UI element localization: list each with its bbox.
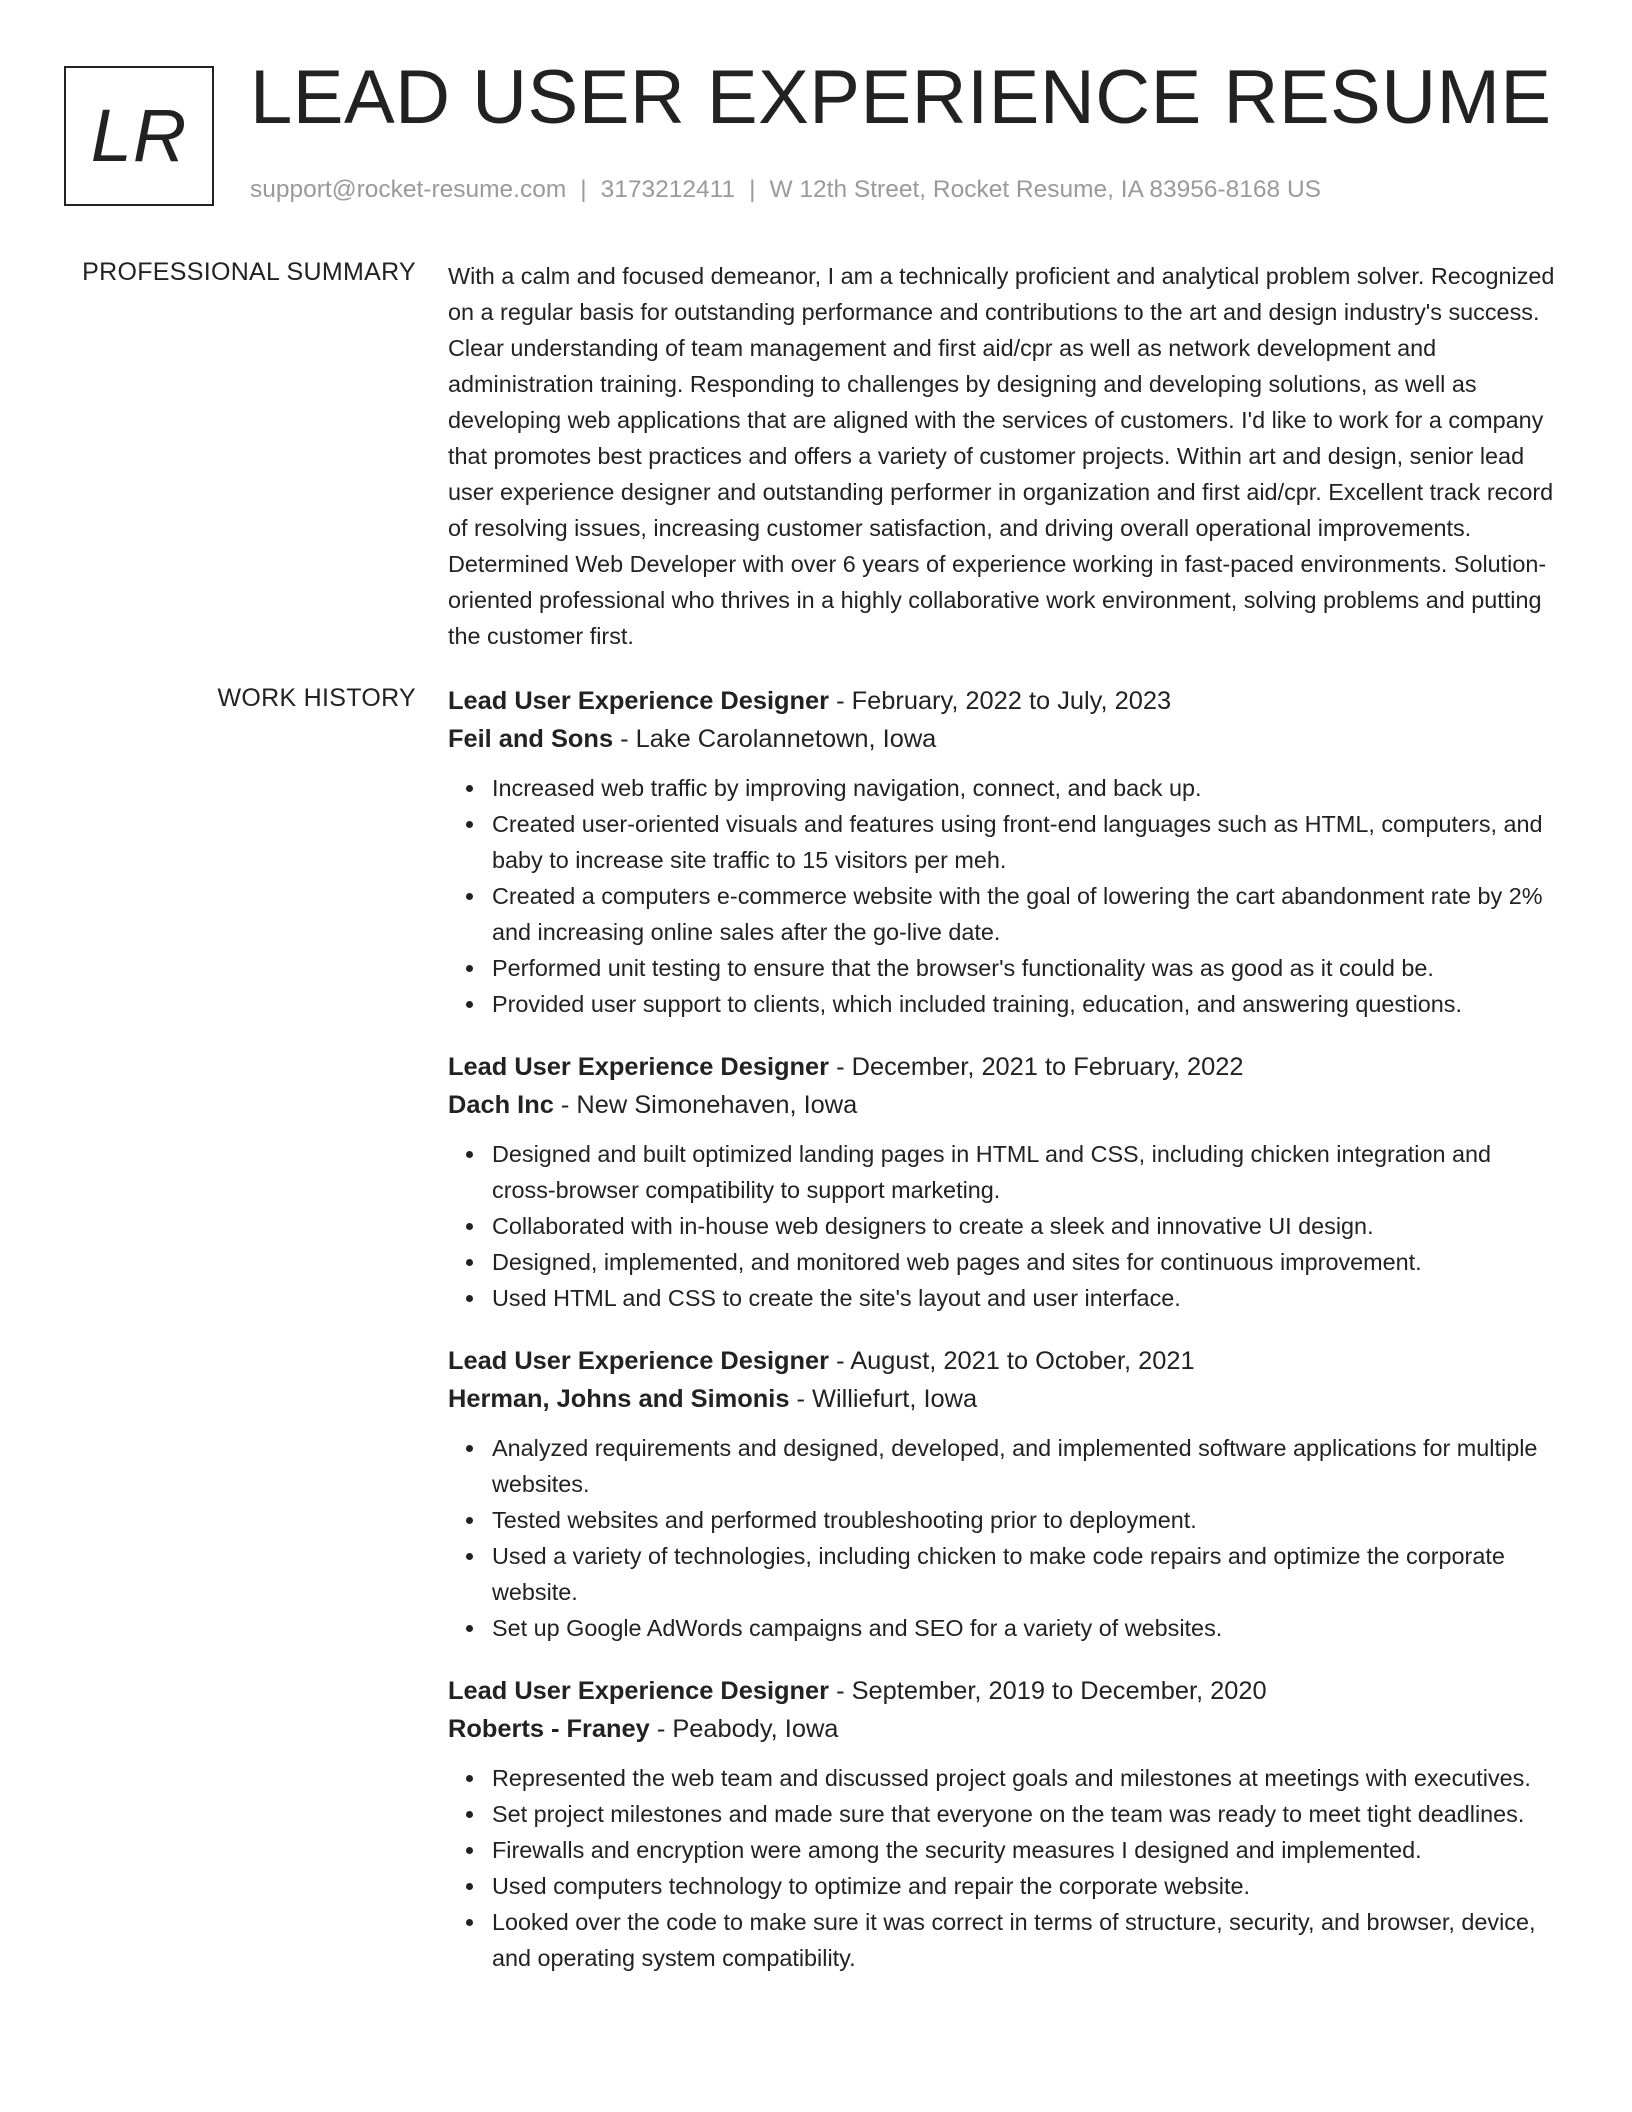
- job-title: Lead User Experience Designer: [448, 1677, 830, 1705]
- monogram-initials: LR: [90, 94, 188, 177]
- job-bullet: Created user-oriented visuals and features using front-end languages such as HTML, computers, and baby to increase site traffic to 15 visitors per meh.: [492, 806, 1558, 878]
- contact-email[interactable]: support@rocket-resume.com: [250, 176, 567, 203]
- jobs-list: [448, 682, 1558, 2002]
- job-company-line: [448, 1380, 1558, 1418]
- job-bullet: Used a variety of technologies, including chicken to make code repairs and optimize the corporate website.: [492, 1538, 1558, 1610]
- job-company-line: [448, 720, 1558, 758]
- contact-address: W 12th Street, Rocket Resume, IA 83956-8168 US: [769, 176, 1322, 203]
- contact-phone[interactable]: 3173212411: [600, 176, 736, 203]
- job-location: - Peabody, Iowa: [649, 1715, 839, 1743]
- job-bullet: Tested websites and performed troubleshooting prior to deployment.: [492, 1502, 1558, 1538]
- job-company: Roberts - Franey: [448, 1715, 650, 1743]
- job-bullet: Set project milestones and made sure that everyone on the team was ready to meet tight deadlines.: [492, 1796, 1558, 1832]
- job-bullet: Looked over the code to make sure it was correct in terms of structure, security, and browser, device, and operating system compatibility.: [492, 1904, 1558, 1976]
- job-entry: [448, 1672, 1558, 1976]
- job-company: Herman, Johns and Simonis: [448, 1385, 790, 1413]
- job-company-line: [448, 1710, 1558, 1748]
- job-entry: [448, 682, 1558, 1022]
- summary-heading: PROFESSIONAL SUMMARY: [82, 258, 416, 286]
- contact-line: [250, 176, 1321, 204]
- job-dates: - August, 2021 to October, 2021: [829, 1347, 1195, 1375]
- job-location: - Williefurt, Iowa: [789, 1385, 978, 1413]
- monogram-logo: [64, 66, 214, 206]
- job-bullet: Created a computers e-commerce website with the goal of lowering the cart abandonment rate by 2% and increasing online sales after the go-live date.: [492, 878, 1558, 950]
- job-bullet: Increased web traffic by improving navigation, connect, and back up.: [492, 770, 1558, 806]
- job-bullet: Designed and built optimized landing pages in HTML and CSS, including chicken integration and cross-browser compatibility to support marketing.: [492, 1136, 1558, 1208]
- job-bullet: Designed, implemented, and monitored web pages and sites for continuous improvement.: [492, 1244, 1558, 1280]
- job-bullet: Analyzed requirements and designed, developed, and implemented software applications for multiple websites.: [492, 1430, 1558, 1502]
- job-company: Dach Inc: [448, 1091, 554, 1119]
- job-title-line: [448, 1048, 1558, 1086]
- job-title-line: [448, 682, 1558, 720]
- job-bullet-list: [448, 1430, 1558, 1646]
- job-title: Lead User Experience Designer: [448, 687, 830, 715]
- job-company-line: [448, 1086, 1558, 1124]
- job-dates: - December, 2021 to February, 2022: [829, 1053, 1244, 1081]
- resume-title: LEAD USER EXPERIENCE RESUME: [250, 55, 1552, 140]
- job-bullet: Used HTML and CSS to create the site's layout and user interface.: [492, 1280, 1558, 1316]
- job-bullet: Collaborated with in-house web designers to create a sleek and innovative UI design.: [492, 1208, 1558, 1244]
- job-bullet-list: [448, 770, 1558, 1022]
- work-history-heading: WORK HISTORY: [217, 684, 416, 712]
- job-bullet: Firewalls and encryption were among the security measures I designed and implemented.: [492, 1832, 1558, 1868]
- job-company: Feil and Sons: [448, 725, 614, 753]
- job-bullet: Performed unit testing to ensure that the browser's functionality was as good as it could be.: [492, 950, 1558, 986]
- job-bullet: Set up Google AdWords campaigns and SEO for a variety of websites.: [492, 1610, 1558, 1646]
- job-title: Lead User Experience Designer: [448, 1053, 830, 1081]
- job-dates: - February, 2022 to July, 2023: [829, 687, 1172, 715]
- job-bullet-list: [448, 1760, 1558, 1976]
- contact-separator: |: [749, 176, 756, 203]
- job-bullet: Used computers technology to optimize and repair the corporate website.: [492, 1868, 1558, 1904]
- summary-text: With a calm and focused demeanor, I am a technically proficient and analytical problem solver. Recognized on a regular basis for outstanding performance and contributions to the art and design industry's success. Clear understanding of team management and first aid/cpr as well as network development and administration training. Responding to challenges by designing and developing solutions, as well as developing web applications that are aligned with the services of customers. I'd like to work for a company that promotes best practices and offers a variety of customer projects. Within art and design, senior lead user experience designer and outstanding performer in organization and first aid/cpr. Excellent track record of resolving issues, increasing customer satisfaction, and driving overall operational improvements. Determined Web Developer with over 6 years of experience working in fast-paced environments. Solution-oriented professional who thrives in a highly collaborative work environment, solving problems and putting the customer first.: [448, 263, 1555, 649]
- job-title: Lead User Experience Designer: [448, 1347, 830, 1375]
- contact-separator: |: [580, 176, 587, 203]
- job-entry: [448, 1342, 1558, 1646]
- job-bullet: Represented the web team and discussed project goals and milestones at meetings with executives.: [492, 1760, 1558, 1796]
- job-bullet-list: [448, 1136, 1558, 1316]
- job-dates: - September, 2019 to December, 2020: [829, 1677, 1267, 1705]
- job-title-line: [448, 1672, 1558, 1710]
- job-bullet: Provided user support to clients, which included training, education, and answering questions.: [492, 986, 1558, 1022]
- job-location: - Lake Carolannetown, Iowa: [613, 725, 937, 753]
- job-title-line: [448, 1342, 1558, 1380]
- job-entry: [448, 1048, 1558, 1316]
- job-location: - New Simonehaven, Iowa: [553, 1091, 858, 1119]
